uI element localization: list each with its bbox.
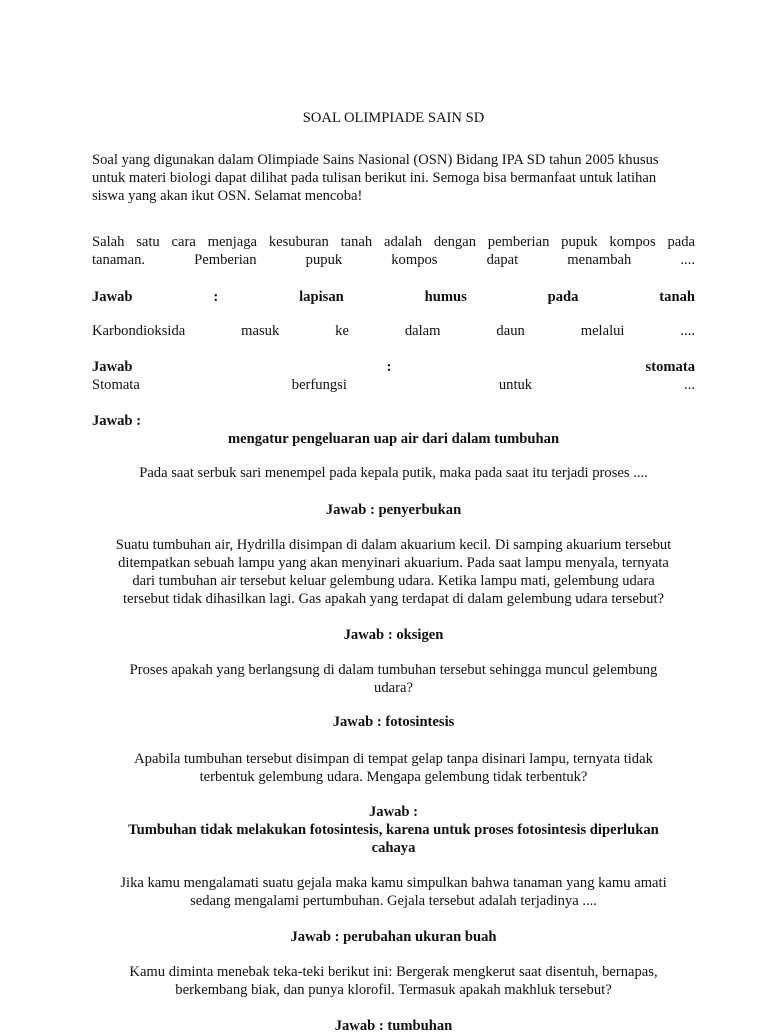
question-text: Stomata berfungsi untuk ... (92, 377, 695, 393)
question-text: Jika kamu mengalamati suatu gejala maka kamu simpulkan bahwa tanaman yang kamu amati (120, 875, 667, 891)
question-text: Kamu diminta menebak teka-teki berikut ini: Bergerak mengkerut saat disentuh, bernapas, (129, 964, 658, 980)
question-text: Pada saat serbuk sari menempel pada kepala putik, maka pada saat itu terjadi proses .... (139, 465, 648, 481)
question-text: udara? (374, 680, 413, 696)
intro-line: untuk materi biologi dapat dilihat pada tulisan berikut ini. Semoga bisa bermanfaat untuk latihan (92, 170, 657, 186)
intro-line: Soal yang digunakan dalam Olimpiade Sains Nasional (OSN) Bidang IPA SD tahun 2005 khusus (92, 152, 659, 168)
question-text: tersebut tidak dihasilkan lagi. Gas apakah yang terdapat di dalam gelembung udara tersebut? (123, 591, 664, 607)
question-text: terbentuk gelembung udara. Mengapa gelembung tidak terbentuk? (199, 769, 588, 785)
answer-text: cahaya (371, 840, 416, 856)
question-text: Proses apakah yang berlangsung di dalam tumbuhan tersebut sehingga muncul gelembung (129, 662, 658, 678)
answer-text: Jawab : tumbuhan (334, 1018, 453, 1034)
question-text: Suatu tumbuhan air, Hydrilla disimpan di dalam akuarium kecil. Di samping akuarium tersebut (115, 537, 672, 553)
answer-text: Jawab : oksigen (343, 627, 444, 643)
question-text: Salah satu cara menjaga kesuburan tanah adalah dengan pemberian pupuk kompos pada (92, 234, 695, 250)
question-text: berkembang biak, dan punya klorofil. Termasuk apakah makhluk tersebut? (175, 982, 612, 998)
question-text: Apabila tumbuhan tersebut disimpan di tempat gelap tanpa disinari lampu, ternyata tidak (134, 751, 653, 767)
question-text: tanaman. Pemberian pupuk kompos dapat menambah .... (92, 252, 695, 268)
question-text: ditempatkan sebuah lampu yang akan menyinari akuarium. Pada saat lampu menyala, ternyata (118, 555, 669, 571)
intro-line: siswa yang akan ikut OSN. Selamat mencoba! (92, 188, 363, 204)
question-text: sedang mengalami pertumbuhan. Gejala tersebut adalah terjadinya .... (190, 893, 597, 909)
answer-text: Tumbuhan tidak melakukan fotosintesis, karena untuk proses fotosintesis diperlukan (128, 822, 659, 838)
answer-text: Jawab : lapisan humus pada tanah (92, 289, 695, 305)
answer-text: Jawab : fotosintesis (332, 714, 455, 730)
question-text: dari tumbuhan air tersebut keluar gelembung udara. Ketika lampu mati, gelembung udara (132, 573, 655, 589)
answer-text: Jawab : perubahan ukuran buah (290, 929, 497, 945)
page-title: SOAL OLIMPIADE SAIN SD (302, 110, 485, 126)
answer-text: mengatur pengeluaran uap air dari dalam tumbuhan (227, 431, 560, 447)
answer-label: Jawab : (92, 413, 142, 429)
question-text: Karbondioksida masuk ke dalam daun melalui .... (92, 323, 695, 339)
answer-text: Jawab : penyerbukan (325, 502, 462, 518)
answer-label: Jawab : (368, 804, 419, 820)
answer-text: Jawab : stomata (92, 359, 695, 375)
